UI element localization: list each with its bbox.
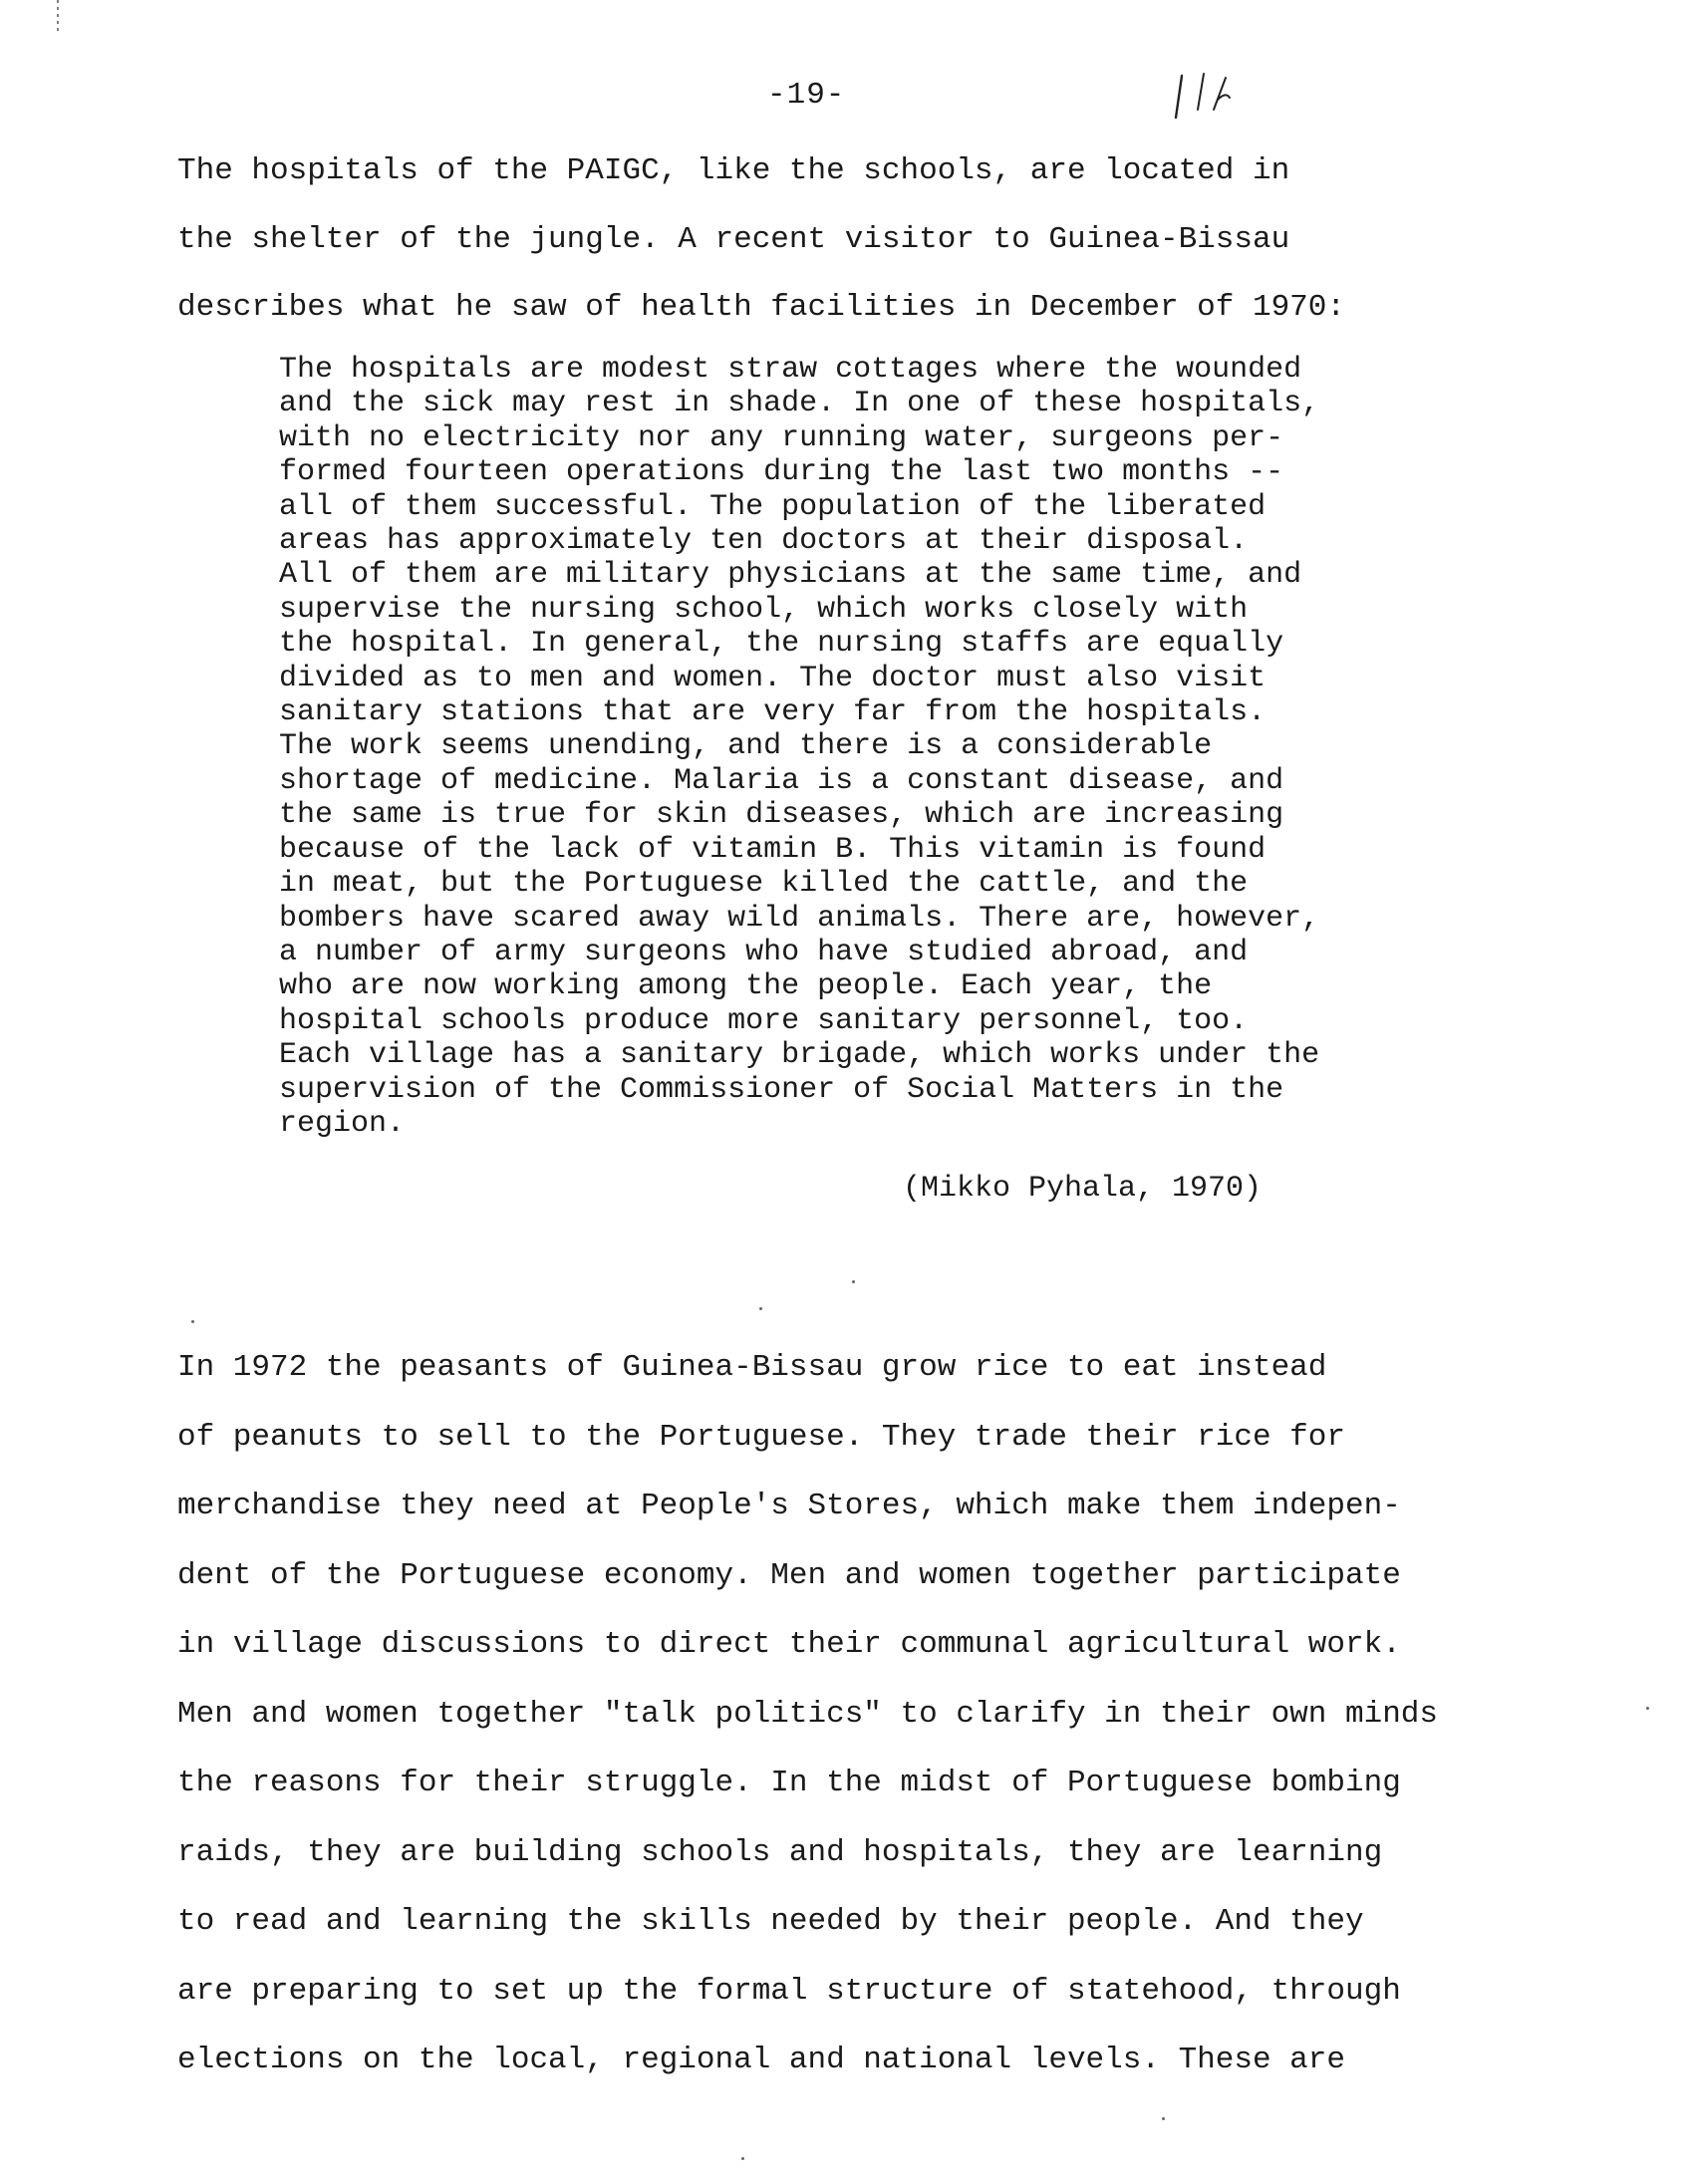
handwritten-page-annotation [1168,70,1238,122]
quote-citation: (Mikko Pyhala, 1970) [903,1172,1263,1206]
scan-speck [191,1320,194,1323]
scan-speck [741,2157,744,2160]
block-quote: The hospitals are modest straw cottages where the wounded and the sick may rest in shade. In one of these hospitals, with no electricity nor any running water, surgeons per- formed fourteen operations during the last two months -- all of them successful. The population of the liberated areas has approximately ten doctors at their disposal. All of them are military physicians at the same time, and supervise the nursing school, which works closely with the hospital. In general, the nursing staffs are equally divided as to men and women. The doctor must also visit sanitary stations that are very far from the hospitals. The work seems unending, and there is a considerable shortage of medicine. Malaria is a constant disease, and the same is true for skin diseases, which are increasing because of the lack of vitamin B. This vitamin is found in meat, but the Portuguese killed the cattle, and the bombers have scared away wild animals. There are, however, a number of army surgeons who have studied abroad, and who are now working among the people. Each year, the hospital schools produce more sanitary personnel, too. Each village has a sanitary brigade, which works under the supervision of the Commissioner of Social Matters in the region. [279,353,1320,1141]
margin-tick-mark [54,0,62,34]
scan-speck [759,1307,762,1310]
scan-speck [852,1280,855,1283]
page-number: -19- [767,78,846,113]
scan-speck [1162,2117,1165,2120]
intro-paragraph: The hospitals of the PAIGC, like the schools, are located in the shelter of the jungle. A recent visitor to Guinea-Bissau describes what he saw of health facilities in December of 1970: [177,153,1345,325]
scan-speck [1646,1707,1649,1710]
body-paragraph: In 1972 the peasants of Guinea-Bissau grow rice to eat instead of peanuts to sell to the Portuguese. They trade their rice for merchandise they need at People's Stores, which make them indepen- dent of the Portuguese economy. Men and women together participate in village discussions to direct their communal agricultural work. Men and women together "talk politics" to clarify in their own minds the reasons for their struggle. In the midst of Portuguese bombing raids, they are building schools and hospitals, they are learning to read and learning the skills needed by their people. And they are preparing to set up the formal structure of statehood, through elections on the local, regional and national levels. These are [177,1350,1439,2077]
